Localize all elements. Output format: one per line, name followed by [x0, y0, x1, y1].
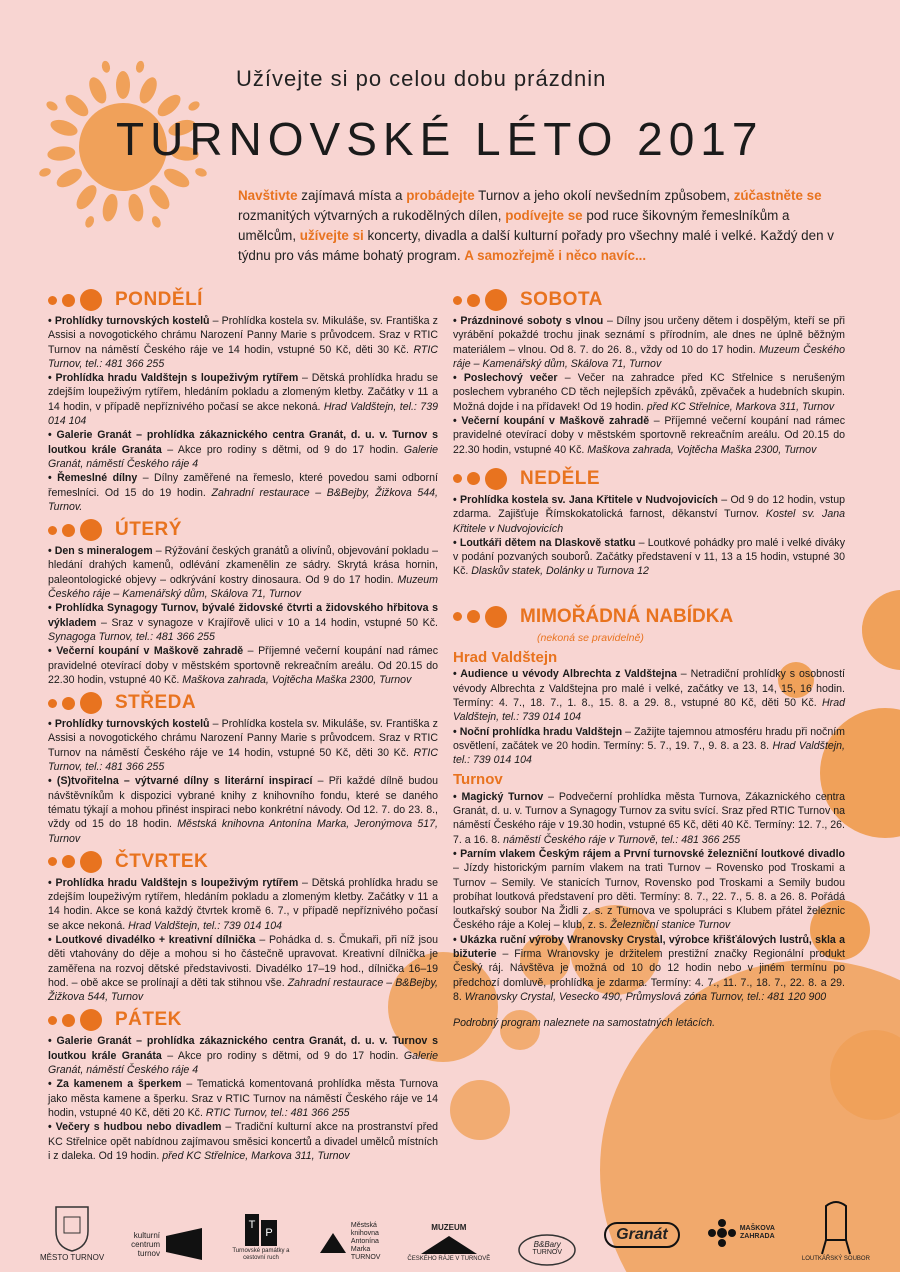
event-description: – Příjemné večerní koupání nad rámec pravidelné otevírací doby v městském sportovně rekreačním areálu. Od 20.15 do 22.30 hodin, vstupné 40 Kč.	[453, 415, 845, 456]
event-item	[48, 1077, 438, 1120]
event-title: • Prohlídky turnovských kostelů	[48, 315, 210, 327]
puppet-chair-icon	[808, 1196, 864, 1256]
special-title: MIMOŘÁDNÁ NABÍDKA	[520, 605, 734, 627]
event-location: RTIC Turnov, tel.: 481 366 255	[205, 1106, 350, 1119]
event-location: náměstí Českého ráje v Turnově, tel.: 481 366 255	[503, 833, 741, 846]
deco-circle	[862, 618, 882, 638]
event-location: Synagoga Turnov, tel.: 481 366 255	[48, 630, 215, 643]
event-list	[48, 314, 438, 514]
event-item	[453, 414, 845, 457]
logo-label: kulturní centrum turnov	[131, 1230, 160, 1258]
event-title: • Večery s hudbou nebo divadlem	[48, 1121, 222, 1134]
event-title: • Magický Turnov	[453, 790, 544, 803]
dots-icon	[48, 1009, 107, 1031]
intro-paragraph	[238, 186, 838, 266]
event-location: Železniční stanice Turnov	[610, 919, 731, 932]
intro-text: pod ruce šikovným řemeslníkům a umělcům,	[238, 208, 790, 243]
intro-highlight: Navštivte	[238, 188, 298, 203]
event-location: Galerie Granát, náměstí Českého ráje 4	[48, 1049, 439, 1077]
flower-icon	[707, 1218, 737, 1248]
event-location: Maškova zahrada, Vojtěcha Maška 2300, Turnov	[587, 443, 817, 456]
event-title: • Loutkové divadélko + kreativní dílnička	[48, 933, 256, 946]
book-icon	[318, 1227, 348, 1257]
event-description: – Dětská prohlídka hradu se zdejším loupeživým rytířem, hledáním pokladu a zlomeným kletby. Začátky v 11 a 14 hodin, v případě nepříznivého počasí se akce nekoná.	[48, 372, 438, 413]
day-section-sobota	[453, 288, 845, 457]
event-description: – Pohádka d. s. Čmukaři, při níž jsou děti vtahovány do děje a mohou si ho částečně upravovat. Kreativní dílnička je zaměřena na rozvoj dětské představivosti. Divadélko 17–19 hod., dílnička 16–19 hod. – obě akce se prolínají a děti tak stihnou vše.	[48, 933, 438, 989]
day-title: PÁTEK	[115, 1009, 182, 1031]
intro-highlight: podívejte se	[505, 208, 583, 223]
logo-label: Granát	[604, 1222, 680, 1248]
event-title: • Poslechový večer	[453, 372, 558, 385]
day-title: STŘEDA	[115, 691, 197, 713]
event-title: • Řemeslné dílny	[48, 472, 138, 485]
day-title: PONDĚLÍ	[115, 288, 203, 310]
event-description: – Prohlídka kostela sv. Mikuláše, sv. Františka z Assisi a novogotického chrámu Narození Panny Marie s průvodcem. Sraz v RTIC Turnov na náměstí Českého ráje ve 14 hodin, vstupné 50 Kč, děti 30 Kč.	[48, 315, 438, 356]
event-description: – Rýžování českých granátů a olivínů, objevování pokladu – hledání drahých kamenů, odlévání zkamenělin ze sádry. Skrytá krása hornin, paleontologické objevy – odkrývání kostry dinosaura. Od 9 do 17 hodin.	[48, 545, 438, 586]
logo-label: LOUTKÁŘSKÝ SOUBOR	[801, 1256, 870, 1262]
event-location: Hrad Valdštejn, tel.: 739 014 104	[128, 919, 283, 932]
turnov-heading: Turnov	[453, 771, 503, 789]
intro-text: koncerty, divadla a další kulturní pořady pro všechny malé i velké. Každý den v týdnu pro vás máme bohatý program.	[238, 228, 834, 263]
logo-turnovske-pamatky	[231, 1212, 291, 1262]
event-location: Muzeum Českého ráje – Kamenářský dům, Skálova 71, Turnov	[453, 343, 845, 370]
svg-text:P: P	[265, 1227, 273, 1239]
event-item	[48, 371, 438, 428]
event-item	[453, 493, 845, 536]
event-item	[48, 601, 438, 644]
event-title: • Za kamenem a šperkem	[48, 1078, 182, 1091]
dots-icon	[453, 468, 512, 490]
event-item	[48, 774, 438, 845]
event-location: Hrad Valdštejn, tel.: 739 014 104	[453, 739, 845, 767]
event-description: – Sraz v synagoze v Krajířově ulici v 10 a 14 hodin, vstupné 50 Kč.	[96, 616, 438, 629]
event-location: Galerie Granát, náměstí Českého ráje 4	[48, 443, 439, 470]
event-title: • Prohlídka Synagogy Turnov, bývalé židovské čtvrti a židovského hřbitova s výkladem	[48, 602, 438, 629]
event-location: před KC Střelnice, Markova 311, Turnov	[162, 1149, 350, 1162]
tp-mark-icon	[243, 1212, 279, 1248]
day-section-utery	[48, 518, 438, 687]
day-section-patek	[48, 1008, 438, 1163]
valdstejn-heading: Hrad Valdštejn	[453, 649, 558, 667]
special-note: (nekoná se pravidelně)	[537, 631, 644, 644]
event-location: Hrad Valdštejn, tel.: 739 014 104	[453, 696, 845, 724]
event-title: • Galerie Granát – prohlídka zákaznického centra Granát, d. u. v. Turnov s loutkou krále Granáta	[48, 429, 438, 456]
dots-icon	[453, 606, 512, 628]
event-list	[48, 876, 438, 1005]
intro-highlight: zúčastněte se	[733, 188, 822, 203]
logo-label: Turnovské památky a cestovní ruch	[232, 1248, 290, 1261]
event-title: • Prázdninové soboty s vlnou	[453, 315, 604, 327]
logo-granat	[604, 1222, 680, 1262]
event-item	[48, 876, 438, 933]
event-description: – Jízdy historickým parním vlakem na trati Turnov – Rovensko pod Troskami a Turnov – Semily. Ve stanicích Turnov, Rovensko pod Troskami a Semily budou probíhat loutková představení pro děti. Termíny: 8. 7., 22. 7., 5. 8. a 26. 8. Pořádá loutkařský soubor Na Židli z. s. z Turnova ve spolupráci s Klubem přátel železnic Českého ráje a Kolej – klub, z. s.	[453, 862, 845, 932]
intro-text: zajímavá místa a	[297, 188, 407, 203]
logo-bbary	[517, 1232, 577, 1262]
day-section-ctvrtek	[48, 850, 438, 1005]
logo-knihovna	[318, 1222, 381, 1262]
logo-kulturni-centrum	[131, 1226, 204, 1262]
event-list	[48, 717, 438, 846]
event-item	[453, 371, 845, 414]
logo-maskova-zahrada	[707, 1218, 775, 1248]
logo-label: MAŠKOVA ZAHRADA	[739, 1225, 775, 1240]
day-header	[48, 518, 438, 542]
event-title: • Prohlídka hradu Valdštejn s loupeživým rytířem	[48, 372, 299, 385]
logo-loutkarsky-soubor	[802, 1196, 870, 1262]
day-title: ČTVRTEK	[115, 850, 209, 872]
event-description: – Příjemné večerní koupání nad rámec pravidelné otevírací doby v městském sportovně rekreačním areálu. Od 20.15 do 22.30 hodin, vstupné 40 Kč.	[48, 645, 438, 686]
logo-label: ČESKÉHO RÁJE V TURNOVĚ	[407, 1256, 491, 1262]
event-list	[453, 493, 845, 579]
day-header	[48, 850, 438, 874]
logo-label: MUZEUM	[431, 1223, 467, 1232]
intro-text: rozmanitých výtvarných a rukodělných dílen,	[238, 208, 506, 223]
event-title: • Audience u vévody Albrechta z Valdštejna	[453, 668, 677, 681]
event-location: Wranovsky Crystal, Vesecko 490, Průmyslová zóna Turnov, tel.: 481 120 900	[464, 990, 827, 1003]
event-description: – Podvečerní prohlídka města Turnova, Zákaznického centra Granát, d. u. v. Turnov a Synagogy Turnov za svitu svící. Sraz před RTIC Turnov na náměstí Českého ráje v 19.30 hodin, vstupné 65 Kč, děti 40 Kč. Termíny: 12. 7., 26. 7. a 16. 8.	[453, 790, 845, 846]
logo-label: B&Bary	[533, 1240, 561, 1249]
event-title: • Prohlídka kostela sv. Jana Křtitele v Nudvojovicích	[453, 493, 718, 506]
event-location: Městská knihovna Antonína Marka, Jeronýmova 517, Turnov	[48, 818, 438, 845]
day-section-nedele	[453, 467, 845, 579]
event-description: – Akce pro rodiny s dětmi, od 9 do 17 hodin.	[161, 443, 404, 456]
event-title: • Parním vlakem Českým rájem a První turnovské železniční loutkové divadlo	[453, 847, 845, 860]
kc-mark-icon	[164, 1226, 204, 1262]
event-item	[48, 717, 438, 774]
event-item	[453, 725, 845, 768]
event-description: – Akce pro rodiny s dětmi, od 9 do 17 hodin.	[161, 1049, 404, 1062]
event-location: Hrad Valdštejn, tel.: 739 014 104	[48, 400, 438, 428]
event-location: RTIC Turnov, tel.: 481 366 255	[48, 746, 438, 774]
event-item	[453, 933, 845, 1004]
day-section-pondeli	[48, 288, 438, 514]
event-item	[48, 644, 438, 687]
event-title: • (S)tvořitelna – výtvarné dílny s literární inspirací	[48, 775, 313, 788]
event-title: • Večerní koupání v Maškově zahradě	[453, 415, 650, 428]
dots-icon	[48, 692, 107, 714]
event-location: před KC Střelnice, Markova 311, Turnov	[646, 400, 835, 413]
event-item	[453, 536, 845, 579]
dots-icon	[48, 289, 107, 311]
event-list	[48, 544, 438, 687]
logo-label: MĚSTO TURNOV	[40, 1253, 105, 1262]
event-title: • Ukázka ruční výroby Wranovsky Crystal, výrobce křišťálových lustrů, skla a bižuterie	[453, 933, 845, 960]
event-location: RTIC Turnov, tel.: 481 366 255	[48, 343, 438, 370]
day-header	[453, 467, 845, 491]
museum-mark-icon	[419, 1232, 479, 1256]
event-description: – Od 9 do 12 hodin, vstup zdarma. Zajišťuje Římskokatolická farnost, děkanství Turnov.	[453, 493, 845, 521]
deco-circle	[450, 1080, 510, 1140]
event-description: – Firma Wranovsky je držitelem prestižní značky Regionální produkt Český ráj. Návštěva je možná od 10 do 12 hodin nebo v jiném termínu po předchozí domluvě, prohlídka je zdarma. Termíny: 4. 7., 11. 7., 18. 7., 22. 8. a 29. 8.	[453, 947, 845, 1003]
left-column	[48, 284, 438, 1163]
coat-of-arms-icon	[52, 1203, 92, 1253]
event-item	[48, 1120, 438, 1163]
event-description: – Dílny jsou určeny dětem i dospělým, kteří se při vyrábění pokaždé trochu jinak seznámí s přírodním, ale dnes ne úplně běžným materiálem – vlnou. Od 8. 7. do 26. 8., vždy od 10 do 17 hodin.	[453, 315, 845, 356]
partner-logos	[40, 1162, 870, 1262]
logo-label: Městská knihovna Antonína Marka TURNOV	[350, 1222, 381, 1261]
event-list	[48, 1034, 438, 1163]
event-item	[48, 471, 438, 514]
event-title: • Den s mineralogem	[48, 545, 153, 558]
svg-text:T: T	[248, 1219, 256, 1231]
event-title: • Večerní koupání v Maškově zahradě	[48, 645, 244, 658]
event-location: Maškova zahrada, Vojtěcha Maška 2300, Turnov	[182, 673, 412, 686]
day-section-streda	[48, 691, 438, 846]
day-header	[48, 691, 438, 715]
intro-text: Turnov a jeho okolí nevšedním způsobem,	[474, 188, 734, 203]
event-item	[48, 1034, 438, 1077]
event-item	[48, 544, 438, 601]
event-item	[453, 314, 845, 371]
event-title: • Noční prohlídka hradu Valdštejn	[453, 725, 623, 738]
event-description: – Zažijte tajemnou atmosféru hradu při nočním osvětlení, začátek ve 20 hodin. Termíny: 5. 7., 19. 7., 9. 8. a 23. 8.	[453, 725, 845, 752]
event-item	[453, 667, 845, 724]
event-location: Muzeum Českého ráje – Kamenářský dům, Skálova 71, Turnov	[48, 573, 438, 601]
event-title: • Prohlídky turnovských kostelů	[48, 718, 210, 731]
logo-label: TURNOV	[532, 1249, 563, 1256]
event-title: • Loutkáři dětem na Dlaskově statku	[453, 536, 636, 549]
event-location: Kostel sv. Jana Křtitele v Nudvojovicích	[453, 508, 845, 535]
event-title: • Prohlídka hradu Valdštejn s loupeživým rytířem	[48, 876, 299, 889]
logo-mesto-turnov	[40, 1203, 104, 1262]
event-description: – Dílny zaměřené na řemeslo, které povedou sami odborní řemeslníci. Od 15 do 19 hodin.	[48, 472, 438, 499]
event-title: • Galerie Granát – prohlídka zákaznického centra Granát, d. u. v. Turnov s loutkou krále Granáta	[48, 1035, 438, 1062]
event-list	[453, 790, 845, 1004]
event-description: – Prohlídka kostela sv. Mikuláše, sv. Františka z Assisi a novogotického chrámu Narození Panny Marie s průvodcem. Sraz v RTIC Turnov na náměstí Českého ráje ve 14 hodin, vstupné 50 Kč, děti 30 Kč.	[48, 718, 438, 759]
event-list	[453, 667, 845, 767]
day-header	[453, 288, 845, 312]
intro-highlight: A samozřejmě i něco navíc...	[464, 248, 647, 263]
page-subtitle: Užívejte si po celou dobu prázdnin	[236, 66, 607, 91]
dots-icon	[453, 289, 512, 311]
event-description: – Netradiční prohlídky s osobností vévody Albrechta z Valdštejna pro malé i velké, začátky ve 13, 14, 15, 16 hodin. Termíny: 4. 7., 18. 7., 1. 8., 15. 8. a 29. 8., vstupné 80 Kč, děti 50 Kč.	[453, 668, 845, 709]
event-description: – Dětská prohlídka hradu se zdejším loupeživým rytířem, hledáním pokladu a zlomeným kletby. Začátky v 11 a 14 hodin. Akce se koná každý čtvrtek kromě 6. 7., v případě nepříznivého počasí se akce nekoná.	[48, 876, 438, 932]
event-item	[48, 933, 438, 1004]
event-item	[48, 314, 438, 371]
event-location: Zahradní restaurace – B&Bejby, Žižkova 544, Turnov	[48, 976, 438, 1004]
day-title: SOBOTA	[520, 288, 603, 310]
event-item	[453, 847, 845, 933]
event-description: – Tematická komentovaná prohlídka města Turnova jako města kamene a šperku. Sraz v RTIC Turnov na náměstí Českého ráje ve 14 hodin, vstupné 40 Kč, děti 20 Kč.	[48, 1078, 438, 1119]
event-list	[453, 314, 845, 457]
event-item	[453, 790, 845, 847]
special-offer-section	[453, 605, 845, 1031]
day-header	[48, 288, 438, 312]
day-header	[48, 1008, 438, 1032]
dots-icon	[48, 519, 107, 541]
event-description: – Tradiční kulturní akce na prostranství před KC Střelnice opět nabídnou zajímavou směsici koncertů a divadel umělců místních i z daleka. Od 19 hodin.	[48, 1121, 439, 1162]
logo-muzeum	[407, 1223, 490, 1262]
dots-icon	[48, 851, 107, 873]
event-description: – Loutkové pohádky pro malé i velké diváky v podání pozvaných souborů. Začátky představení v 11, 13 a 15 hodin, vstupné 30 Kč.	[453, 536, 845, 578]
page-title: TURNOVSKÉ LÉTO 2017	[116, 113, 764, 165]
right-column	[453, 284, 845, 1030]
footnote: Podrobný program naleznete na samostatných letácích.	[453, 1017, 716, 1030]
day-title: ÚTERÝ	[115, 519, 182, 540]
event-item	[48, 428, 438, 471]
event-description: – Při každé dílně budou návštěvníkům k dispozici vybrané knihy z knihovního fondu, které se daného tématu týkají a mohou přinést inspiraci nebo konkrétní návody. Od 12. 7. do 23. 8., vždy od 15 do 18 hodin.	[48, 775, 438, 831]
event-description: – Večer na zahradce před KC Střelnice s nerušeným poslechem vybraného CD těch nejlepších zpěváků, zpěvaček a hudebních skupin. Možná dojde i na přídavek! Od 19 hodin.	[453, 372, 845, 413]
intro-highlight: probádejte	[406, 188, 475, 203]
day-title: NEDĚLE	[520, 467, 601, 489]
event-location: Dlaskův statek, Dolánky u Turnova 12	[471, 565, 649, 578]
intro-highlight: užívejte si	[299, 228, 364, 243]
special-header	[453, 605, 845, 629]
event-location: Zahradní restaurace – B&Bejby, Žižkova 544, Turnov.	[48, 486, 438, 513]
